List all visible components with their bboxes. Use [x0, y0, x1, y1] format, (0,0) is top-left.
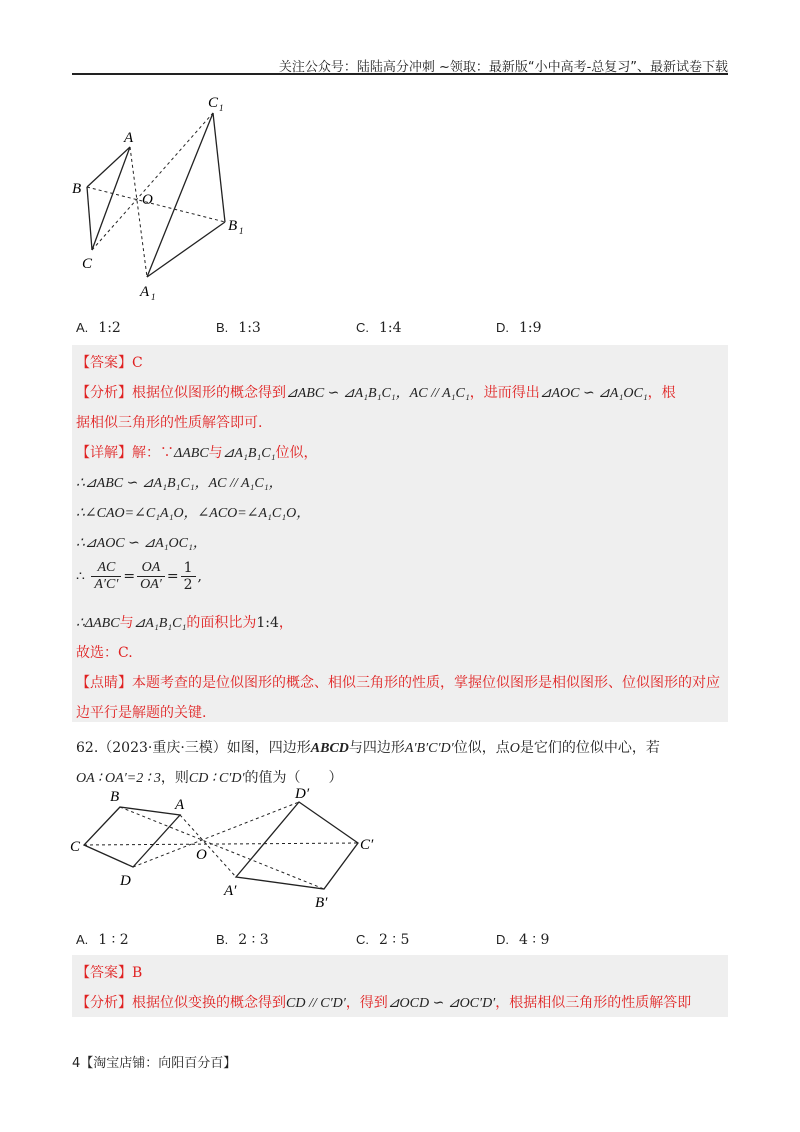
q62-stem-line-2: OA ∶ OA′=2 ∶ 3，则CD ∶ C′D′的值为（ ） [76, 770, 343, 786]
q62-analysis-line: 【分析】根据位似变换的概念得到CD // C′D′，得到⊿OCD ∽ ⊿OC′D′，根据相似三角形的性质解答即 [76, 995, 692, 1011]
step-5: ∴ΔABC与⊿A₁B₁C₁的面积比为1:4， [76, 615, 293, 631]
q62-answer-line: 【答案】B [76, 965, 143, 981]
step-1: ∴⊿ABC ∽ ⊿A₁B₁C₁，AC // A₁C₁， [76, 476, 283, 491]
label-cp: C′ [360, 837, 374, 853]
dash-c-c1 [92, 113, 213, 250]
label-a: A [124, 130, 134, 146]
option-a[interactable]: A. 1:2 [76, 320, 121, 336]
edge-ab [87, 147, 130, 187]
dash-a-ap [180, 815, 236, 877]
label-o: O [142, 192, 153, 208]
label-ap: A′ [224, 883, 237, 899]
label-dp: D′ [295, 786, 310, 802]
q62-stem-line-1: 62.（2023·重庆·三模）如图，四边形ABCD与四边形A′B′C′D′位似，点O是它们的位似中心，若 [76, 740, 660, 756]
figure-q62 [60, 785, 390, 915]
page-header: 关注公众号：陆陆高分冲刺 ~领取：最新版“小中高考-总复习”、最新试卷下载 [278, 60, 728, 75]
label-b1: B [228, 218, 238, 234]
option-c[interactable]: C. 1:4 [356, 320, 402, 336]
label-o: O [196, 847, 207, 863]
dash-b-b1 [87, 187, 225, 222]
q62-option-b[interactable]: B. 2 ∶ 3 [216, 932, 269, 948]
label-a: A [175, 797, 185, 813]
detail-line: 【详解】解：∵ΔABC与⊿A₁B₁C₁位似， [76, 445, 318, 461]
quad-abcd [84, 807, 180, 867]
answer-line: 【答案】C [76, 355, 143, 371]
q62-option-c[interactable]: C. 2 ∶ 5 [356, 932, 410, 948]
label-c: C [82, 256, 93, 272]
label-b: B [110, 789, 120, 805]
step-2: ∴∠CAO=∠C₁A₁O，∠ACO=∠A₁C₁O， [76, 506, 311, 521]
label-b1-sub: 1 [239, 226, 244, 236]
page-footer: 4【淘宝店铺：向阳百分百】 [72, 1056, 237, 1071]
edge-ca [92, 147, 130, 250]
q62-option-a[interactable]: A. 1 ∶ 2 [76, 932, 129, 948]
label-a1: A [140, 284, 150, 300]
label-d: D [120, 873, 131, 889]
option-b[interactable]: B. 1:3 [216, 320, 261, 336]
step-4: ∴ $\frac{AC}{A'C'}$ = $\frac{OA}{OA'}$ = $\frac{1}{2}$ , [76, 560, 202, 593]
option-d[interactable]: D. 1:9 [496, 320, 542, 336]
dash-c-cp [84, 843, 358, 845]
label-c1-sub: 1 [219, 103, 224, 113]
header-divider [72, 73, 728, 75]
label-bp: B′ [315, 895, 328, 911]
edge-bc [87, 187, 92, 250]
figure-q61 [60, 90, 260, 305]
label-a1-sub: 1 [151, 292, 156, 302]
edge-c1b1 [213, 113, 225, 222]
label-c1: C [208, 95, 219, 111]
label-c: C [70, 839, 81, 855]
dash-a-a1 [130, 147, 147, 277]
edge-a1c1 [147, 113, 213, 277]
comment-line-2: 边平行是解题的关键. [76, 705, 207, 721]
choose-line: 故选：C. [76, 645, 133, 661]
label-b: B [72, 181, 82, 197]
step-3: ∴⊿AOC ∽ ⊿A₁OC₁， [76, 536, 207, 551]
q62-option-d[interactable]: D. 4 ∶ 9 [496, 932, 550, 948]
quad-abcd-prime [236, 802, 358, 889]
analysis-line-2: 据相似三角形的性质解答即可. [76, 415, 263, 431]
analysis-line-1: 【分析】根据位似图形的概念得到⊿ABC ∽ ⊿A₁B₁C₁，AC // A₁C₁，进而得出⊿AOC ∽ ⊿A₁OC₁，根 [76, 385, 676, 401]
comment-line-1: 【点睛】本题考查的是位似图形的概念、相似三角形的性质，掌握位似图形是相似图形、位似图形的对应 [76, 675, 720, 691]
